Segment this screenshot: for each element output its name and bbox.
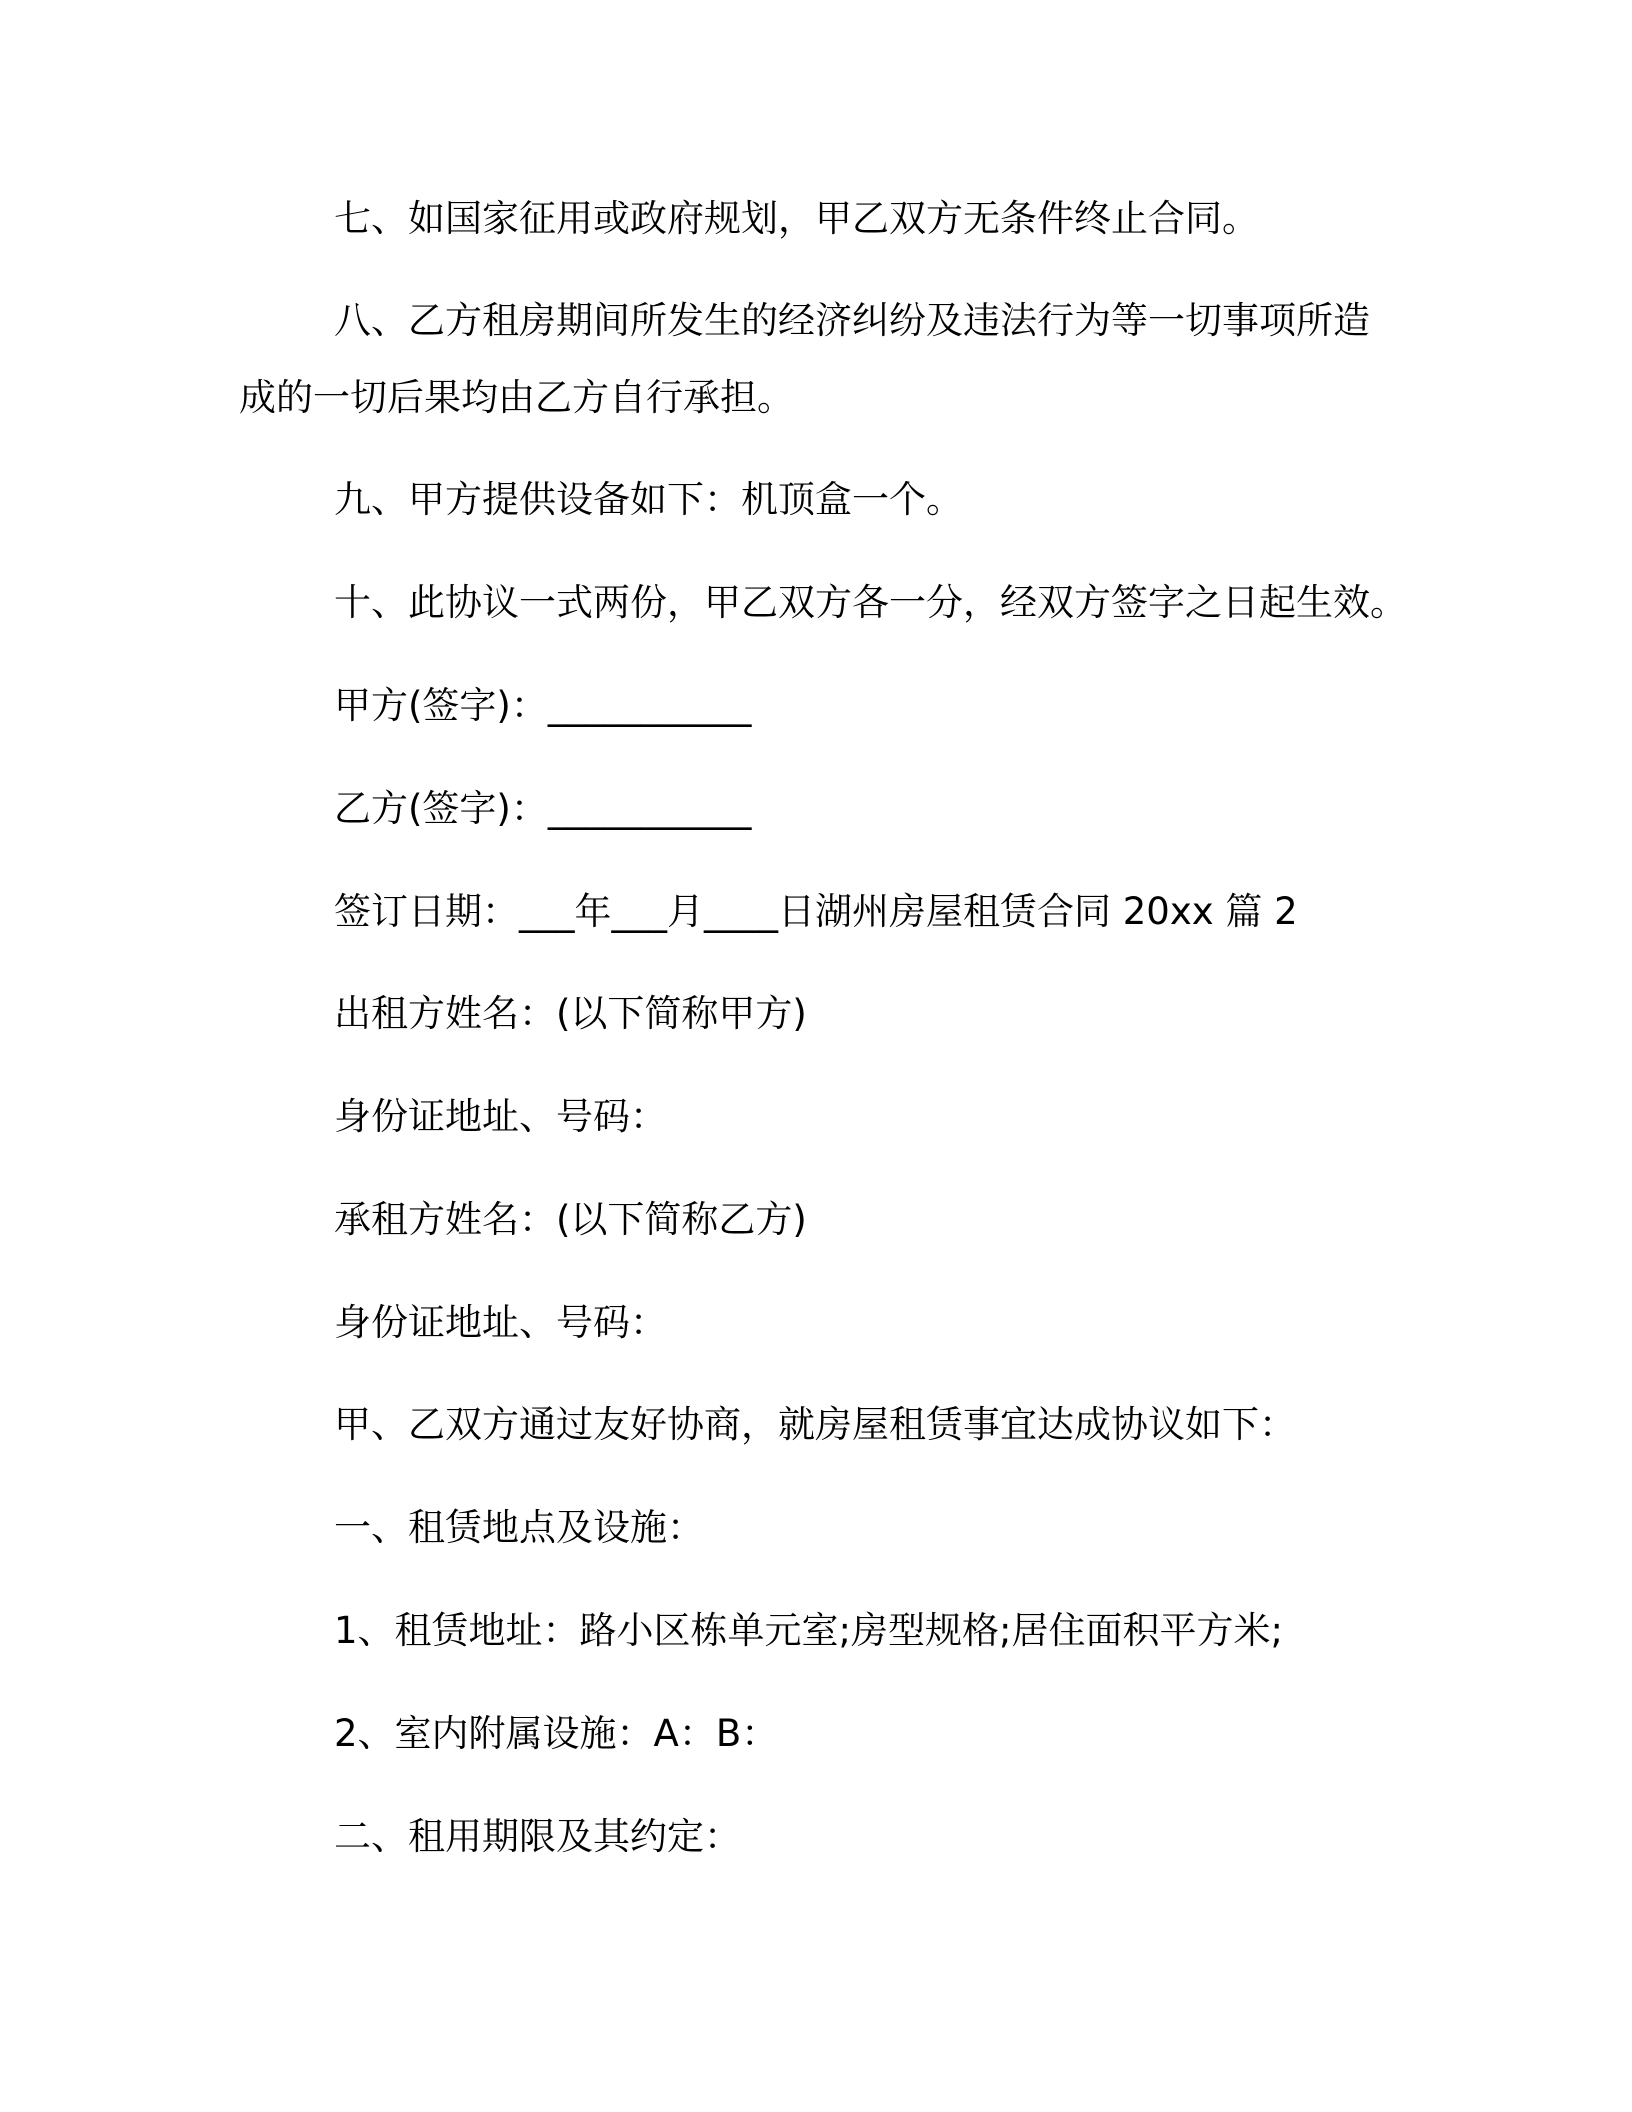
- section-2-heading: 二、租用期限及其约定：: [334, 1815, 741, 1858]
- party-a-signature: 甲方(签字)：___________: [334, 684, 752, 727]
- agreement-intro: 甲、乙双方通过友好协商，就房屋租赁事宜达成协议如下：: [334, 1403, 1296, 1446]
- signing-date: 签订日期：___年___月____日湖州房屋租赁合同 20xx 篇 2: [334, 890, 1298, 933]
- clause-8: 八、乙方租房期间所发生的经济纠纷及违法行为等一切事项所造: [334, 299, 1370, 342]
- section-1-heading: 一、租赁地点及设施：: [334, 1506, 704, 1549]
- lessor-name: 出租方姓名：(以下简称甲方): [334, 992, 807, 1035]
- lessee-name: 承租方姓名：(以下简称乙方): [334, 1198, 807, 1241]
- party-b-signature: 乙方(签字)：___________: [334, 787, 752, 830]
- lessor-id-address: 身份证地址、号码：: [334, 1095, 667, 1138]
- clause-8-continued: 成的一切后果均由乙方自行承担。: [239, 376, 794, 419]
- clause-9: 九、甲方提供设备如下：机顶盒一个。: [334, 478, 963, 521]
- lessee-id-address: 身份证地址、号码：: [334, 1301, 667, 1344]
- clause-10: 十、此协议一式两份，甲乙双方各一分，经双方签字之日起生效。: [334, 581, 1407, 624]
- clause-7: 七、如国家征用或政府规划，甲乙双方无条件终止合同。: [334, 197, 1259, 240]
- indoor-facilities: 2、室内附属设施：A：B：: [334, 1712, 779, 1755]
- rental-address: 1、租赁地址：路小区栋单元室;房型规格;居住面积平方米;: [334, 1609, 1283, 1652]
